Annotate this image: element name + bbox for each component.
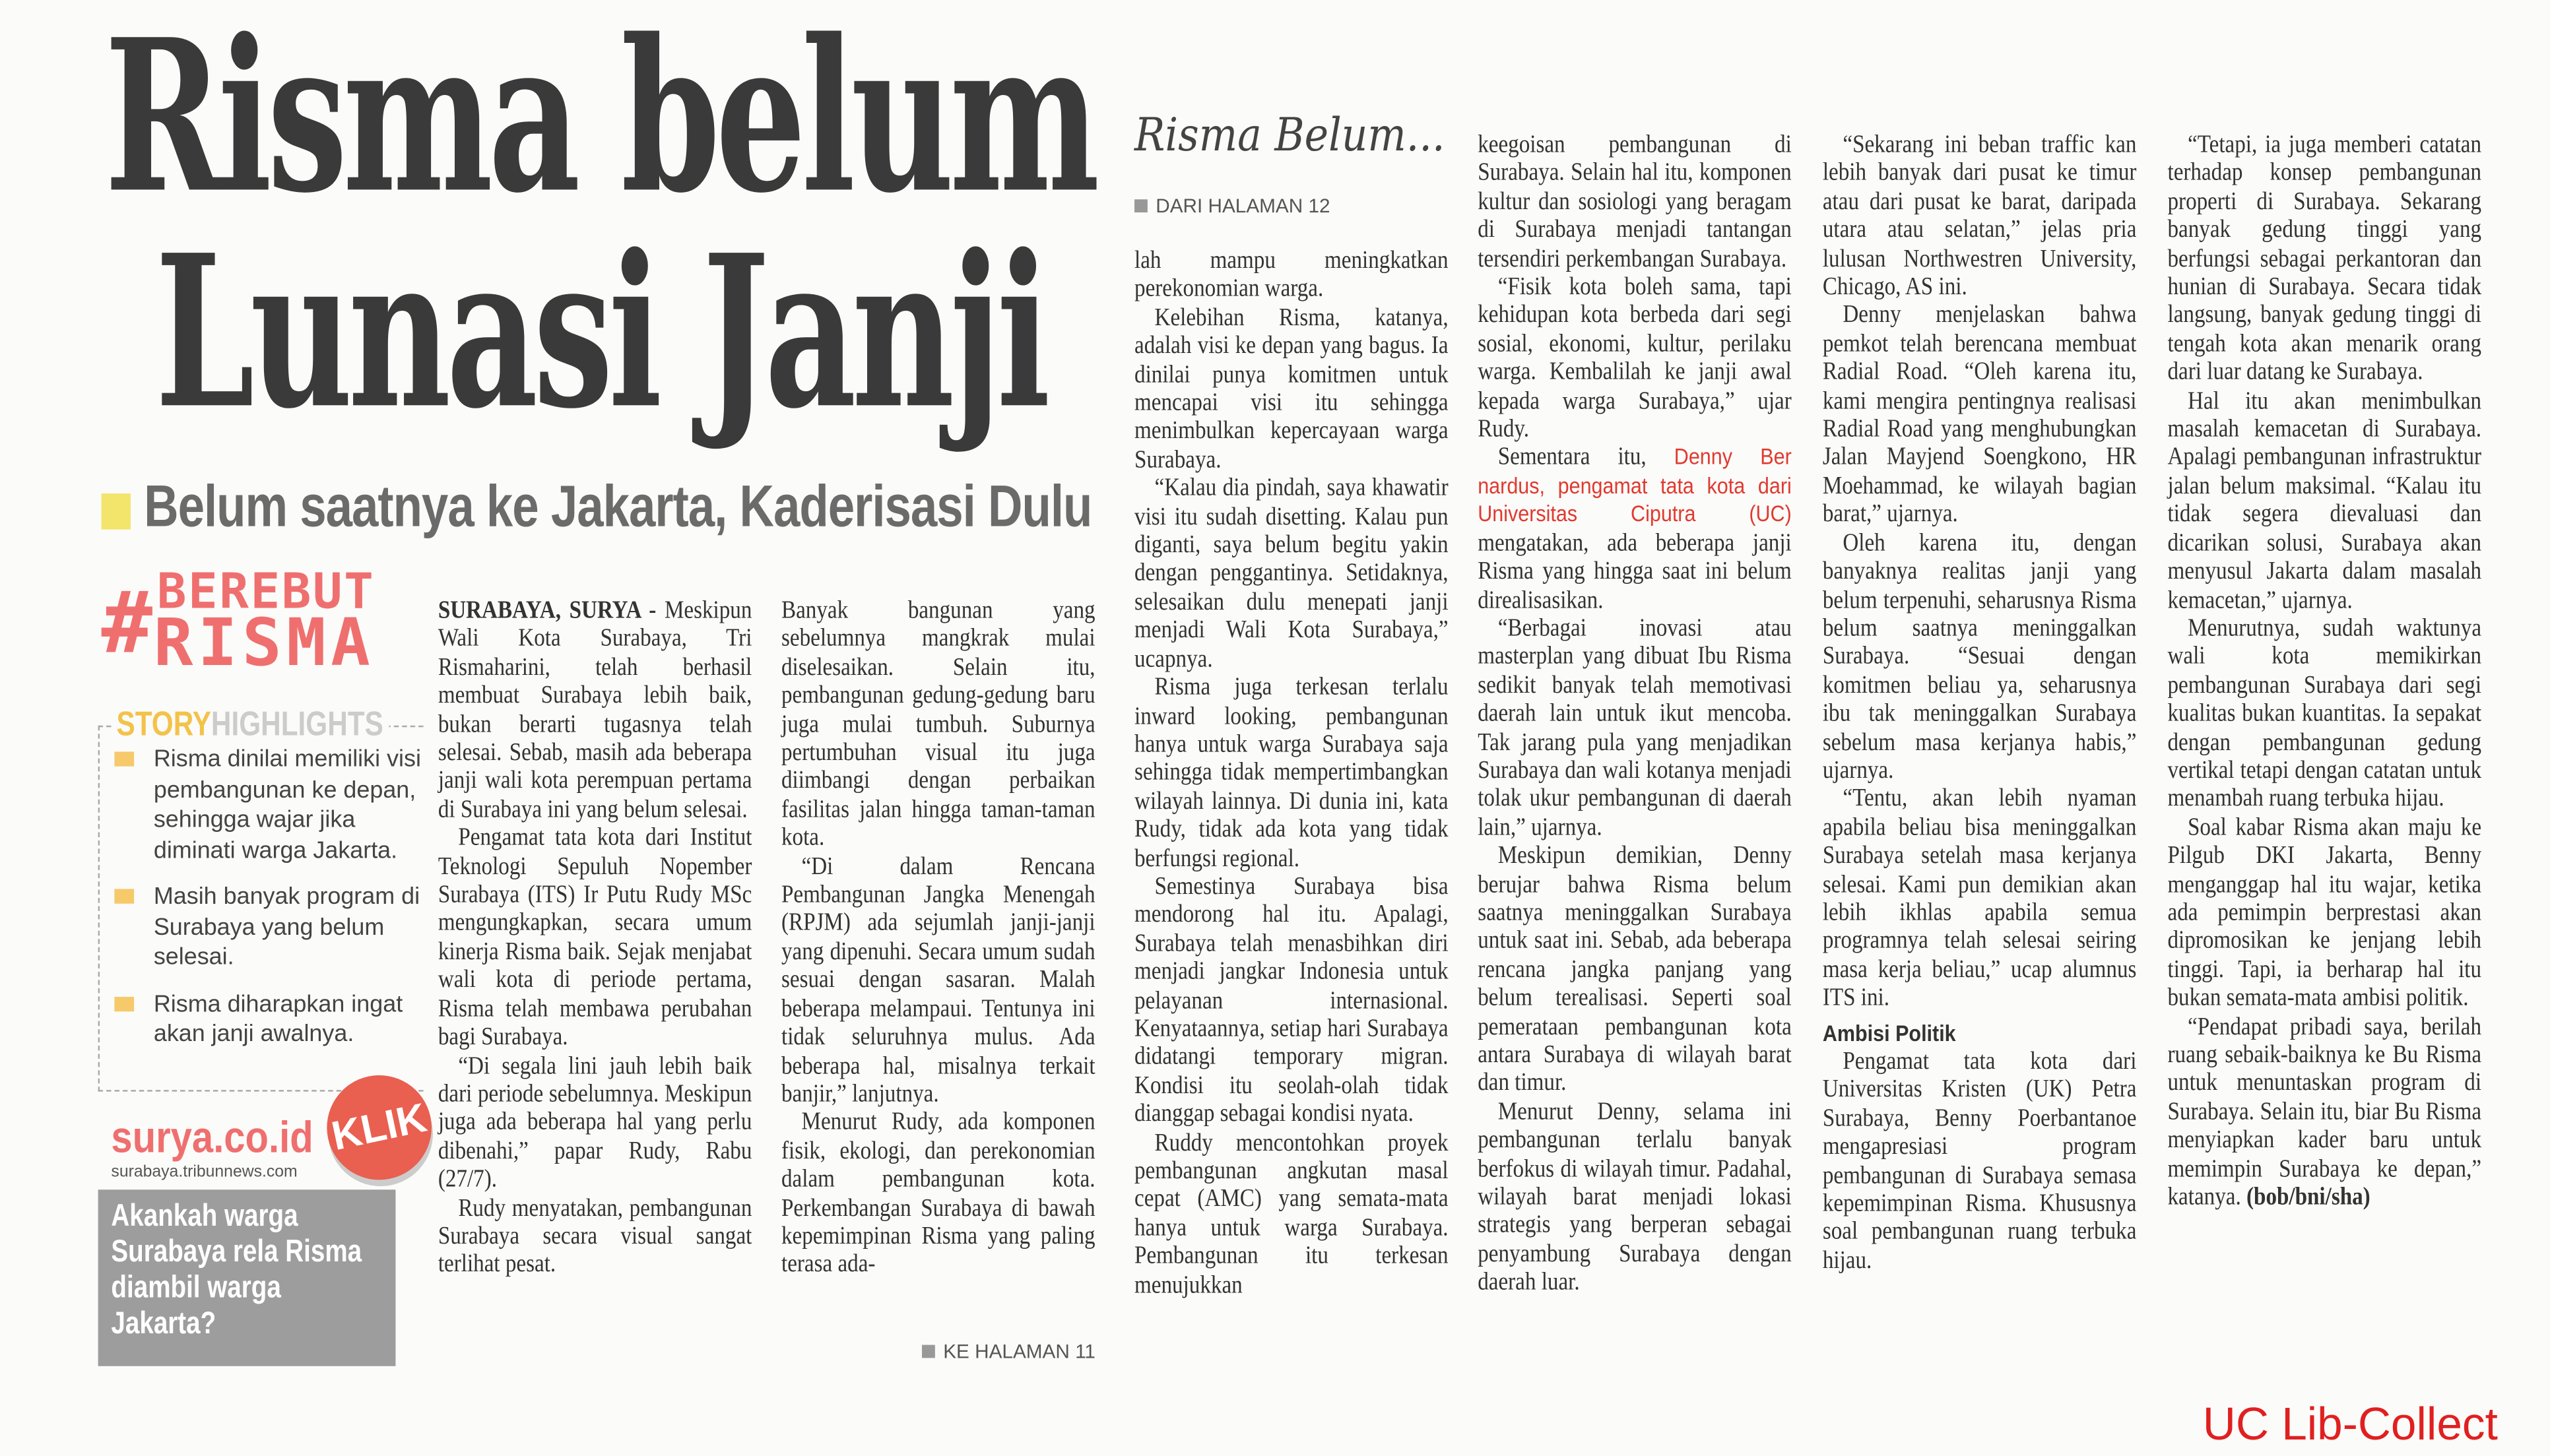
highlights-list (114, 745, 432, 1067)
paragraph: “Tetapi, ia juga memberi catatan terhadap konsep pembangunan properti di Surabaya. Sekarang banyak gedung tinggi yang berfungsi sebagai perkantoran dan hunian di Surabaya. Secara tidak langsung, banyak gedung tinggi di tengah kota akan menarik orang dari luar datang ke Surabaya. (2167, 131, 2482, 387)
paragraph: lah mampu meningkatkan perekonomian warga. (1134, 247, 1449, 303)
jump-label: DARI HALAMAN 12 (1156, 194, 1330, 218)
paragraph: Menurutnya, sudah waktunya wali kota memikirkan pembangunan Surabaya dari segi kualitas bukan kuantitas. Ia sepakat dengan pembangunan gedung vertikal tetapi dengan catatan untuk menambah ruang terbuka hijau. (2167, 614, 2482, 813)
paragraph: “Sekarang ini beban traffic kan lebih banyak dari pusat ke timur atau dari pusat ke barat, daripada utara atau selatan,” jelas pria lulusan Northwestren University, Chicago, AS ini. (1822, 131, 2137, 301)
highlights-title (111, 706, 388, 745)
highlight-text: Risma diharapkan ingat akan janji awalnya. (153, 991, 403, 1048)
highlighted-source: Denny Ber nardus, pengamat tata kota dari Universitas Ciputra (UC) (1478, 443, 1792, 527)
paragraph: Soal kabar Risma akan maju ke Pilgub DKI Jakarta, Benny menganggap hal itu wajar, ketika ada pemimpin berprestasi akan dipromosikan ke jenjang lebih tinggi. Tapi, ia berharap hal itu bukan semata-mata ambisi politik. (2167, 813, 2482, 1012)
column-2 (781, 596, 1095, 1279)
dateline: SURABAYA, SURYA - (438, 596, 665, 625)
hashtag-logo (101, 563, 428, 686)
column-5 (1823, 131, 2137, 1275)
headline-line-2: Lunasi Janji (155, 210, 1046, 457)
paragraph: Menurut Rudy, ada komponen fisik, ekologi, dan perekonomian dalam pembangunan kota. Perkembangan Surabaya di bawah kepemimpinan Risma yang paling terasa ada- (781, 1108, 1095, 1279)
site-logo: surya.co.id (111, 1112, 313, 1162)
library-watermark: UC Lib-Collect (2202, 1399, 2498, 1450)
paragraph (1478, 443, 1792, 614)
text: mengatakan, ada beberapa janji Risma yang hingga saat ini belum direalisasikan. (1478, 528, 1792, 614)
text: “Pendapat pribadi saya, berilah ruang sebaik-baiknya ke Bu Risma untuk menuntaskan program di Surabaya. Selain itu, biar Bu Risma menyiapkan kader baru untuk memimpin Surabaya ke depan,” katanya. (2167, 1012, 2482, 1211)
square-icon (922, 1345, 935, 1358)
column-4 (1478, 131, 1792, 1297)
hash-symbol: # (101, 575, 153, 674)
column-6 (2168, 131, 2482, 1211)
paragraph: Denny menjelaskan bahwa pemkot telah berencana membuat Radial Road. “Oleh karena itu, kami mengira pentingnya realisasi Radial Road yang menghubungkan Jalan Mayjend Soengkono, HR Moehammad, ke wilayah bagian barat,” ujarnya. (1822, 301, 2137, 528)
paragraph: Meskipun demikian, Denny berujar bahwa Risma belum saatnya meninggalkan Surabaya untuk saat ini. Sebab, ada beberapa rencana jangka panjang yang belum terealisasi. Seperti soal pemerataan pembangunan kota antara Surabaya di wilayah barat dan timur. (1478, 842, 1792, 1098)
paragraph: “Berbagai inovasi atau masterplan yang dibuat Ibu Risma sedikit banyak telah memotivasi daerah lain untuk ikut mencoba. Tak jarang pula yang menjadikan Surabaya dan wali kotanya menjadi tolak ukur pembangunan di daerah lain,” ujarnya. (1478, 614, 1792, 842)
highlight-item (114, 745, 432, 866)
author-credit: (bob/bni/sha) (2240, 1183, 2370, 1211)
paragraph: “Kalau dia pindah, saya khawatir visi itu sudah disetting. Kalau pun diganti, saya belum begitu yakin dengan penggantinya. Setidaknya, selesaikan dulu menepati janji menjadi Wali Kota Surabaya,” ucapnya. (1134, 474, 1449, 673)
paragraph: “Di segala lini jauh lebih baik dari periode sebelumnya. Meskipun juga ada beberapa hal yang perlu dibenahi,” papar Rudy, Rabu (27/7). (438, 1051, 752, 1193)
hashtag-line-1: BEREBUT (156, 563, 376, 621)
paragraph: Risma juga terkesan terlalu inward looking, pembangunan hanya untuk warga Surabaya saja sehingga tidak mempertimbangkan wilayah lainnya. Di dunia ini, kata Rudy, tidak ada kota yang tidak berfungsi regional. (1134, 673, 1449, 872)
yellow-square-icon (102, 493, 131, 529)
poll-question-box (98, 1189, 396, 1366)
highlights-title-highlights: HIGHLIGHTS (211, 706, 383, 744)
paragraph: Kelebihan Risma, katanya, adalah visi ke depan yang bagus. Ia dinilai punya komitmen untuk mencapai visi itu sehingga menimbulkan kepercayaan warga Surabaya. (1134, 303, 1449, 474)
text: Sementara itu, (1497, 443, 1674, 472)
highlight-item (114, 990, 432, 1050)
bullet-icon (114, 889, 134, 903)
highlight-item (114, 883, 432, 973)
highlight-text: Risma dinilai memiliki visi pembangunan ke depan, sehingga wajar jika diminati warga Jakarta. (153, 746, 421, 864)
paragraph: Meskipun Wali Kota Surabaya, Tri Rismaharini, telah berhasil membuat Surabaya lebih baik, bukan berarti tugasnya telah selesai. Sebab, masih ada beberapa janji wali kota perempuan pertama di Surabaya ini yang belum selesai. (438, 596, 752, 824)
poll-question: Akankah warga Surabaya rela Risma diambil warga Jakarta? (111, 1199, 362, 1342)
paragraph: Semestinya Surabaya bisa mendorong hal itu. Apalagi, Surabaya telah menasbihkan diri menjadi jangkar Indonesia untuk pelayanan internasional. Kenyataannya, setiap hari Surabaya didatangi temporary migran. Kondisi itu seolah-olah tidak dianggap sebagai kondisi nyata. (1134, 872, 1449, 1128)
paragraph: Ruddy mencontohkan proyek pembangunan angkutan masal cepat (AMC) yang semata-mata hanya untuk warga Surabaya. Pembangunan itu terkesan menujukkan (1134, 1128, 1449, 1299)
square-icon (1134, 199, 1148, 212)
column-1 (438, 596, 752, 1279)
continuation-title: Risma Belum... (1134, 108, 1445, 162)
subheadline (102, 474, 1092, 538)
jump-label: KE HALAMAN 11 (943, 1340, 1095, 1363)
section-subheading: Ambisi Politik (1822, 1019, 1956, 1046)
paragraph: Banyak bangunan yang sebelumnya mangkrak mulai diselesaikan. Selain itu, pembangunan gedung-gedung baru juga mulai tumbuh. Suburnya pertumbuhan visual itu juga diimbangi dengan perbaikan fasilitas jalan hingga taman-taman kota. (781, 596, 1095, 852)
paragraph: keegoisan pembangunan di Surabaya. Selain hal itu, komponen kultur dan sosiologi yang beragam di Surabaya menjadi tantangan tersendiri perkembangan Surabaya. (1478, 131, 1792, 272)
paragraph: Menurut Denny, selama ini pembangunan terlalu banyak berfokus di wilayah timur. Padahal, wilayah barat menjadi lokasi strategis yang berperan sebagai penyambung Surabaya dengan daerah luar. (1478, 1098, 1792, 1296)
paragraph: Hal itu akan menimbulkan masalah kemacetan di Surabaya. Apalagi pembangunan infrastruktur jalan belum maksimal. “Kalau itu tidak segera dievaluasi dan dicarikan solusi, Surabaya akan menyusul Jakarta dalam masalah kemacetan,” ujarnya. (2167, 387, 2482, 614)
jump-to-page (922, 1340, 1095, 1363)
paragraph: Pengamat tata kota dari Institut Teknologi Sepuluh Nopember Surabaya (ITS) Ir Putu Rudy MSc mengungkapkan, secara umum kinerja Risma baik. Sejak menjabat wali kota di periode pertama, Risma telah membawa perubahan bagi Surabaya. (438, 824, 752, 1051)
paragraph (2168, 1013, 2482, 1212)
hashtag-line-2: RISMA (153, 606, 376, 681)
klik-badge: KLIK (317, 1065, 441, 1189)
column-3 (1134, 247, 1449, 1299)
paragraph: “Tentu, akan lebih nyaman apabila beliau bisa meninggalkan Surabaya setelah masa kerjanya selesai. Kami pun demikian akan lebih ikhlas apabila semua programnya telah selesai seiring masa kerja beliau,” ucap alumnus ITS ini. (1822, 784, 2137, 1012)
paragraph: Rudy menyatakan, pembangunan Surabaya secara visual sangat terlihat pesat. (438, 1193, 752, 1279)
paragraph: Oleh karena itu, dengan banyaknya realitas janji yang belum terpenuhi, seharusnya Risma belum saatnya meninggalkan Surabaya. “Sesuai dengan komitmen beliau ya, seharusnya ibu tak meninggalkan Surabaya sebelum masa kerjanya habis,” ujarnya. (1822, 528, 2137, 784)
subheadline-text: Belum saatnya ke Jakarta, Kaderisasi Dulu (144, 472, 1092, 540)
jump-from-page (1134, 195, 1330, 218)
paragraph: “Fisik kota boleh sama, tapi kehidupan kota berbeda dari segi sosial, ekonomi, kultur, perilaku warga. Kembalilah ke janji awal kepada warga Surabaya,” ujar Rudy. (1478, 272, 1792, 443)
paragraph: “Di dalam Rencana Pembangunan Jangka Menengah (RPJM) ada sejumlah janji-janji yang dipenuhi. Secara umum sudah sesuai dengan sasaran. Malah beberapa melampaui. Tentunya ini tidak seluruhnya mulus. Ada beberapa hal, misalnya terkait banjir,” lanjutnya. (781, 852, 1095, 1108)
bullet-icon (114, 751, 134, 766)
headline-line-1: Risma belum (104, 0, 1095, 241)
highlights-title-story: STORY (116, 706, 211, 744)
highlight-text: Masih banyak program di Surabaya yang belum selesai. (153, 884, 420, 971)
site-subtitle: surabaya.tribunnews.com (111, 1163, 298, 1182)
paragraph: Pengamat tata kota dari Universitas Kristen (UK) Petra Surabaya, Benny Poerbantanoe mengapresiasi program pembangunan di Surabaya semasa kepemimpinan Risma. Khususnya soal pembangunan ruang terbuka hijau. (1822, 1047, 2137, 1275)
bullet-icon (114, 996, 134, 1011)
